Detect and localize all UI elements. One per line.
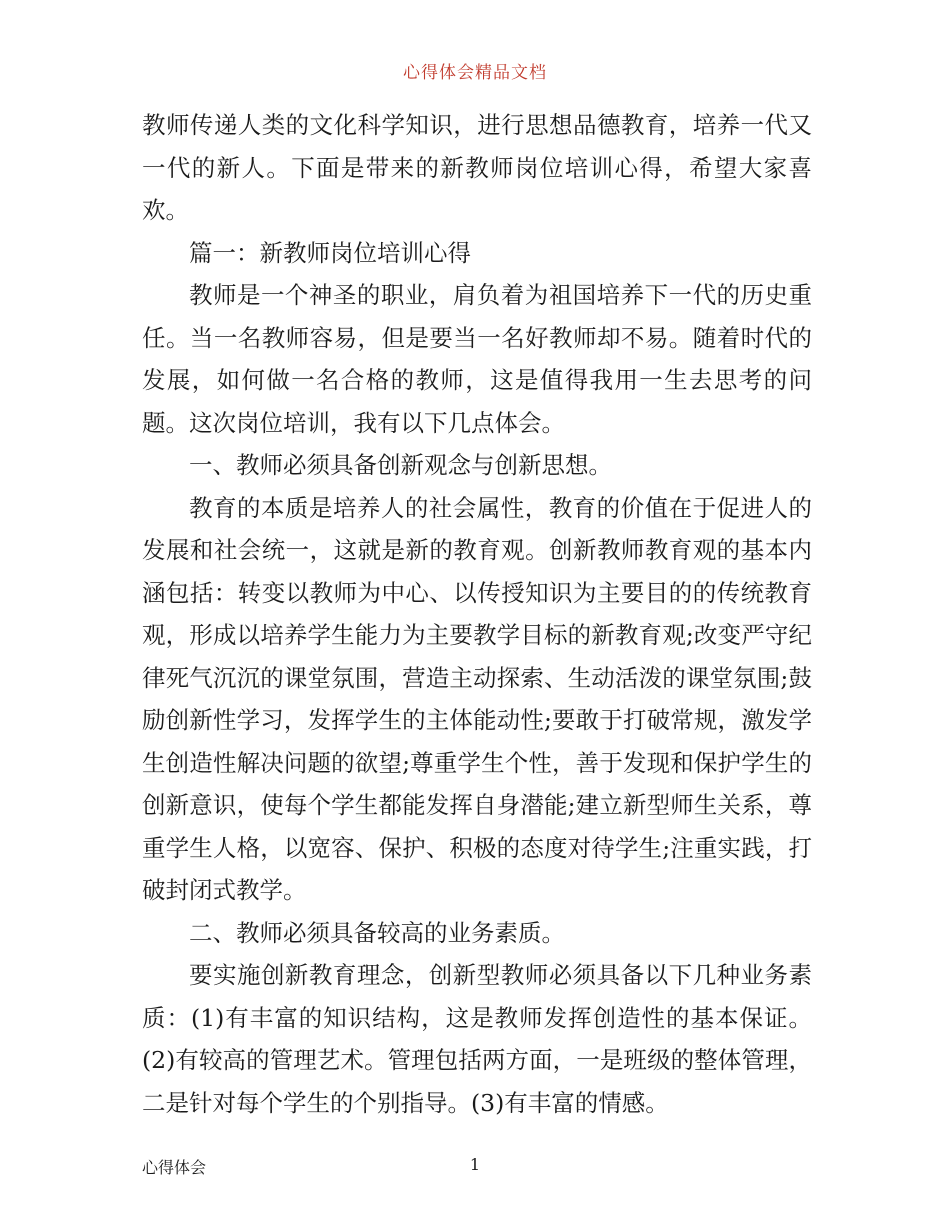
page-number: 1: [469, 1155, 481, 1174]
point-heading-2: 二、教师必须具备较高的业务素质。: [189, 918, 565, 947]
intro-paragraph: 教师传递人类的文化科学知识，进行思想品德教育，培养一代又一代的新人。下面是带来的新教师岗位培训心得，希望大家喜欢。: [142, 111, 812, 224]
footer-label: 心得体会: [142, 1158, 207, 1177]
document-body: [142, 104, 812, 1124]
body-paragraph: 教育的本质是培养人的社会属性，教育的价值在于促进人的发展和社会统一，这就是新的教育观。创新教师教育观的基本内涵包括：转变以教师为中心、以传授知识为主要目的的传统教育观，形成以培养学生能力为主要教学目标的新教育观;改变严守纪律死气沉沉的课堂氛围，营造主动探索、生动活泼的课堂氛围;鼓励创新性学习，发挥学生的主体能动性;要敢于打破常规，激发学生创造性解决问题的欲望;尊重学生个性，善于发现和保护学生的创新意识，使每个学生都能发挥自身潜能;建立新型师生关系，尊重学生人格，以宽容、保护、积极的态度对待学生;注重实践，打破封闭式教学。: [142, 493, 812, 904]
body-paragraph: 教师是一个神圣的职业，肩负着为祖国培养下一代的历史重任。当一名教师容易，但是要当一名好教师却不易。随着时代的发展，如何做一名合格的教师，这是值得我用一生去思考的问题。这次岗位培训，我有以下几点体会。: [142, 281, 812, 437]
body-paragraph: 要实施创新教育理念，创新型教师必须具备以下几种业务素质：(1)有丰富的知识结构，这是教师发挥创造性的基本保证。(2)有较高的管理艺术。管理包括两方面，一是班级的整体管理，二是针对每个学生的个别指导。(3)有丰富的情感。: [142, 961, 812, 1117]
point-heading-1: 一、教师必须具备创新观念与创新思想。: [189, 451, 612, 479]
page-header-title: 心得体会精品文档: [403, 63, 547, 83]
section-heading: 篇一：新教师岗位培训心得: [189, 238, 471, 267]
